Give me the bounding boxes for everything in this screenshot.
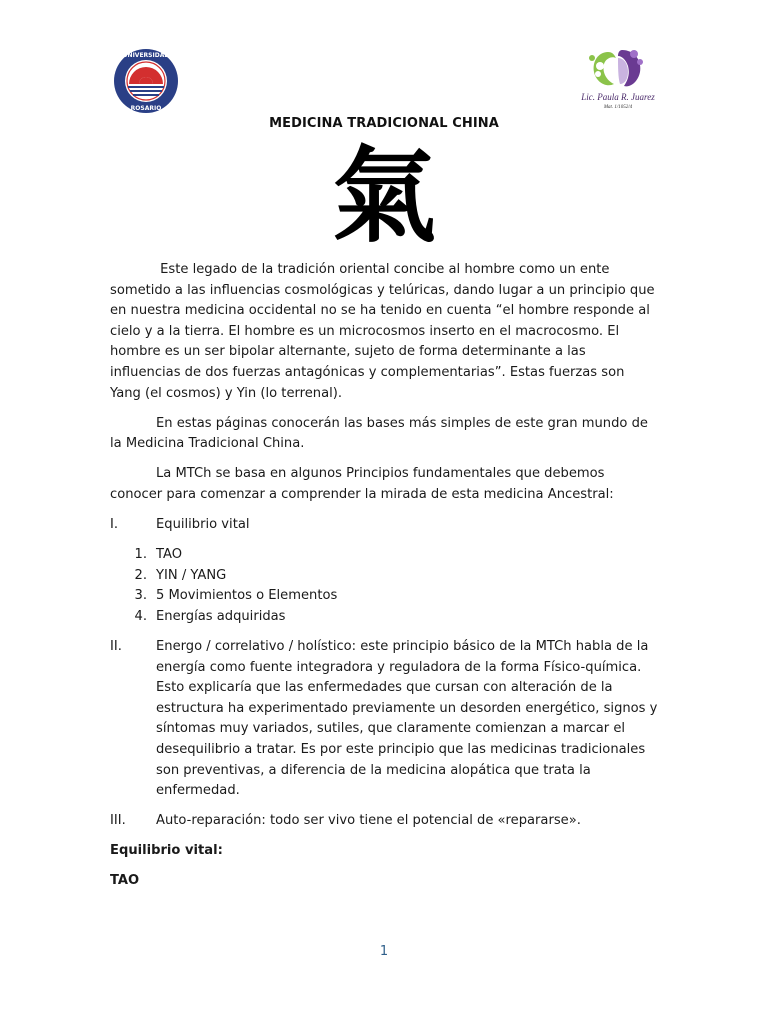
practitioner-name: Lic. Paula R. Juarez — [581, 92, 655, 102]
list-item-number: 4. — [134, 608, 147, 624]
list-item — [110, 607, 658, 628]
list-item-number: 3. — [134, 588, 147, 604]
principle-item — [110, 637, 658, 802]
list-item — [110, 545, 658, 566]
page-number: 1 — [379, 944, 389, 959]
practitioner-license: Mat. 1/1052/4 — [603, 105, 633, 110]
principle-number: III. — [110, 813, 126, 829]
paragraph-2-text: En estas páginas conocerán las bases más simples de este gran mundo de la Medicina Tradicional China. — [110, 415, 648, 452]
principle-text-inline: Energo / correlativo / holístico: este principio básico de la MTCh habla de la energía como fuente integradora y reguladora de la forma Físico-química. Esto explicaría que las enfermedades que cursan con alteración de la estructura ha experimentado previamente un desorden energético, signos y síntomas muy variados, sutiles, que claramente comienzan a marcar el desequilibrio a tratar. Es por este principio que las medicinas tradicionales son preventivas, a diferencia de la medicina alopática que trata la enfermedad. — [156, 639, 658, 799]
list-item-text: Energías adquiridas — [156, 608, 286, 624]
paragraph-2 — [110, 414, 658, 455]
page-title: MEDICINA TRADICIONAL CHINA — [269, 116, 499, 131]
list-item-number: 1. — [134, 547, 147, 563]
principle-number: II. — [110, 639, 122, 654]
paragraph-3 — [110, 464, 658, 505]
principle-text: Auto-reparación: todo ser vivo tiene el potencial de «repararse». — [156, 813, 581, 829]
paragraph-1 — [110, 260, 658, 404]
principle-item — [110, 515, 658, 536]
section-heading-equilibrio: Equilibrio vital: — [110, 843, 223, 859]
paragraph-1-text: Este legado de la tradición oriental concibe al hombre como un ente sometido a las influencias cosmológicas y telúricas, dando lugar a un principio que en nuestra medicina occidental no se ha tenido en cuenta “el hombre responde al cielo y a la tierra. El hombre es un microcosmos inserto en el macrocosmo. El hombre es un ser bipolar alternante, sujeto de forma determinante a las influencias de dos fuerzas antagónicas y complementarias”. Estas fuerzas son Yang (el cosmos) y Yin (lo terrenal). — [110, 262, 655, 401]
university-seal-logo — [111, 48, 181, 114]
svg-text:ROSARIO: ROSARIO — [130, 105, 162, 112]
list-item-text: TAO — [156, 547, 183, 563]
list-item — [110, 586, 658, 607]
principle-item — [110, 811, 658, 832]
face-illustration-icon — [578, 44, 658, 92]
svg-text:UNIVERSIDAD: UNIVERSIDAD — [122, 52, 170, 59]
list-item-text: 5 Movimientos o Elementos — [156, 588, 338, 604]
qi-glyph: 氣 — [331, 134, 436, 257]
paragraph-3-text: La MTCh se basa en algunos Principios fundamentales que debemos conocer para comenzar a comprender la mirada de esta medicina Ancestral: — [110, 466, 614, 502]
principle-text: Equilibrio vital — [156, 517, 250, 533]
section-heading-tao: TAO — [110, 873, 140, 889]
principle-number: I. — [110, 517, 119, 533]
list-item-text: YIN / YANG — [156, 567, 227, 583]
practitioner-logo — [578, 44, 658, 116]
sub-list — [110, 545, 658, 627]
document-body — [110, 260, 658, 892]
list-item — [110, 566, 658, 587]
list-item-number: 2. — [134, 567, 147, 583]
principle-text — [156, 637, 658, 802]
